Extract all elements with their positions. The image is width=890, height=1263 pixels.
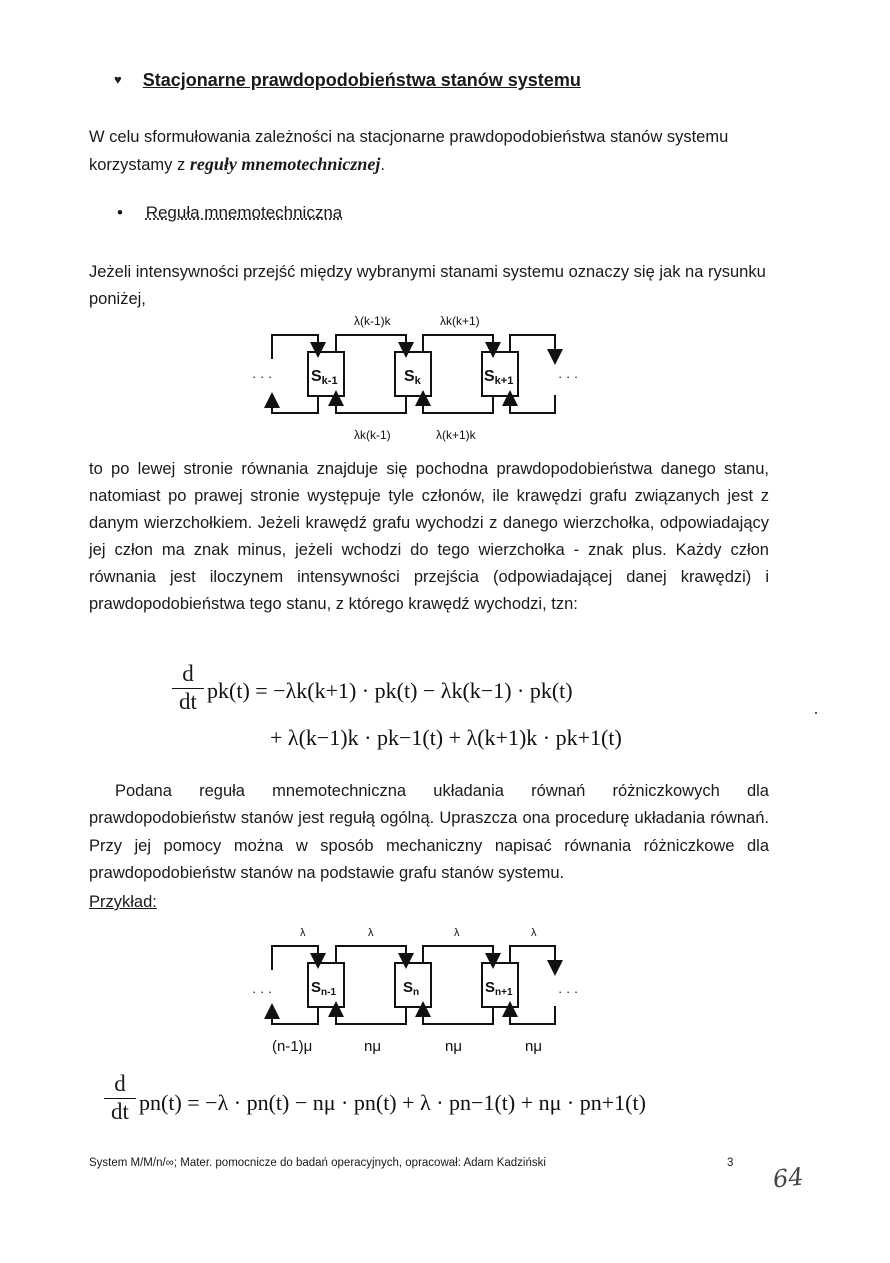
intro-paragraph <box>89 124 729 179</box>
page-number: 3 <box>727 1157 734 1169</box>
subheading <box>117 203 342 223</box>
rate-label-top-1: λ(k-1)k <box>354 314 391 328</box>
handwritten-note: 64 <box>771 1162 805 1194</box>
intro-period: . <box>380 156 385 174</box>
rate-label-bottom-1: (n-1)μ <box>272 1038 313 1055</box>
intro-text: W celu sformułowania zależności na stacjonarne prawdopodobieństwa stanów systemu korzystamy z <box>89 128 729 174</box>
edge-out-right <box>510 335 555 357</box>
edge-in-left <box>272 946 318 970</box>
derivative-fraction-1 <box>172 662 204 713</box>
rate-label-bottom-3: nμ <box>445 1038 462 1055</box>
stray-dot <box>815 712 817 714</box>
edge-back-right <box>510 395 555 413</box>
intro-emphasis: reguły mnemotechnicznej <box>189 154 381 174</box>
section-title: Stacjonarne prawdopodobieństwa stanów systemu <box>142 70 581 90</box>
edge-n-to-n+1 <box>423 946 493 963</box>
ellipsis-left: · · · <box>252 984 273 999</box>
example-label: Przykład: <box>89 893 157 911</box>
rate-label-bottom-1: λk(k-1) <box>354 428 391 442</box>
rate-label-top-2: λk(k+1) <box>440 314 480 328</box>
state-label-n+1: $S_{n+1}$ <box>485 979 513 998</box>
derivative-fraction-2 <box>104 1072 136 1123</box>
edge-out-right <box>510 946 555 968</box>
state-graph-diagram-1 <box>240 305 600 450</box>
rate-label-top-3: λ <box>454 927 460 939</box>
rate-label-top-1: λ <box>300 927 306 939</box>
paragraph-3: Podana reguła mnemotechniczna układania równań różniczkowych dla prawdopodobieństw stanów jest regułą ogólną. Upraszcza ona procedurę układania równań. Przy jej pomocy można w sposób mechaniczny napisać równania różniczkowe dla prawdopodobieństw stanów na podstawie grafu stanów systemu. <box>89 782 769 882</box>
equation-1-line-2: + λ(k−1)k · pk−1(t) + λ(k+1)k · pk+1(t) <box>270 725 622 750</box>
ellipsis-right: · · · <box>558 369 579 384</box>
edge-k-to-k+1 <box>423 335 493 352</box>
rate-label-bottom-2: λ(k+1)k <box>436 428 476 442</box>
subheading-title: Reguła mnemotechniczna <box>145 203 343 222</box>
paragraph-2: to po lewej stronie równania znajduje się pochodna prawdopodobieństwa danego stanu, natomiast po prawej stronie występuje tyle członów, ile krawędzi grafu związanych jest z danym wierzchołkiem. Jeżeli krawędź grafu wychodzi z danego wierzchołka, odpowiadający jej człon ma znak minus, jeżeli wchodzi do tego wierzchołka - znak plus. Każdy człon równania jest iloczynem intensywności przejścia (odpowiadającej danej krawędzi) i prawdopodobieństwa tego stanu, z którego krawędź wychodzi, tzn: <box>89 460 769 614</box>
state-graph-diagram-2 <box>240 918 600 1063</box>
edge-back-right <box>510 1006 555 1024</box>
rate-label-bottom-2: nμ <box>364 1038 381 1055</box>
ellipsis-left: · · · <box>252 369 273 384</box>
edge-back-left <box>272 1007 318 1024</box>
edge-back-left <box>272 396 318 413</box>
rate-label-bottom-4: nμ <box>525 1038 542 1055</box>
fraction-denominator: dt <box>111 1099 129 1124</box>
fraction-numerator: d <box>182 661 194 686</box>
edge-k-1-to-k <box>336 335 406 352</box>
rate-label-top-4: λ <box>531 927 537 939</box>
edge-k-to-k-1 <box>336 396 406 413</box>
state-label-k-1: Sk-1 <box>311 368 338 387</box>
edge-in-left <box>272 335 318 359</box>
paragraph-1: Jeżeli intensywności przejść między wybranymi stanami systemu oznaczy się jak na rysunku poniżej, <box>89 263 766 308</box>
footer-text: System M/M/n/∞; Mater. pomocnicze do badań operacyjnych, opracował: Adam Kadziński <box>89 1157 546 1169</box>
equation-2: pn(t) = −λ · pn(t) − nμ · pn(t) + λ · pn−1(t) + nμ · pn+1(t) <box>139 1090 646 1115</box>
edge-n-1-to-n <box>336 946 406 963</box>
edge-n-to-n-1 <box>336 1007 406 1024</box>
bullet-icon: • <box>117 203 123 222</box>
heart-bullet-icon: ♥ <box>114 72 122 87</box>
state-label-n: $S_n$ <box>403 979 420 998</box>
rate-label-top-2: λ <box>368 927 374 939</box>
fraction-numerator: d <box>114 1071 126 1096</box>
fraction-denominator: dt <box>179 689 197 714</box>
edge-n+1-to-n <box>423 1007 493 1024</box>
state-label-n-1: $S_{n-1}$ <box>311 979 337 998</box>
equation-1-line-1: pk(t) = −λk(k+1) · pk(t) − λk(k−1) · pk(t) <box>207 678 573 703</box>
state-label-k: Sk <box>404 368 421 387</box>
edge-k+1-to-k <box>423 396 493 413</box>
state-label-k+1: Sk+1 <box>484 368 514 387</box>
ellipsis-right: · · · <box>558 984 579 999</box>
section-heading <box>114 70 581 91</box>
